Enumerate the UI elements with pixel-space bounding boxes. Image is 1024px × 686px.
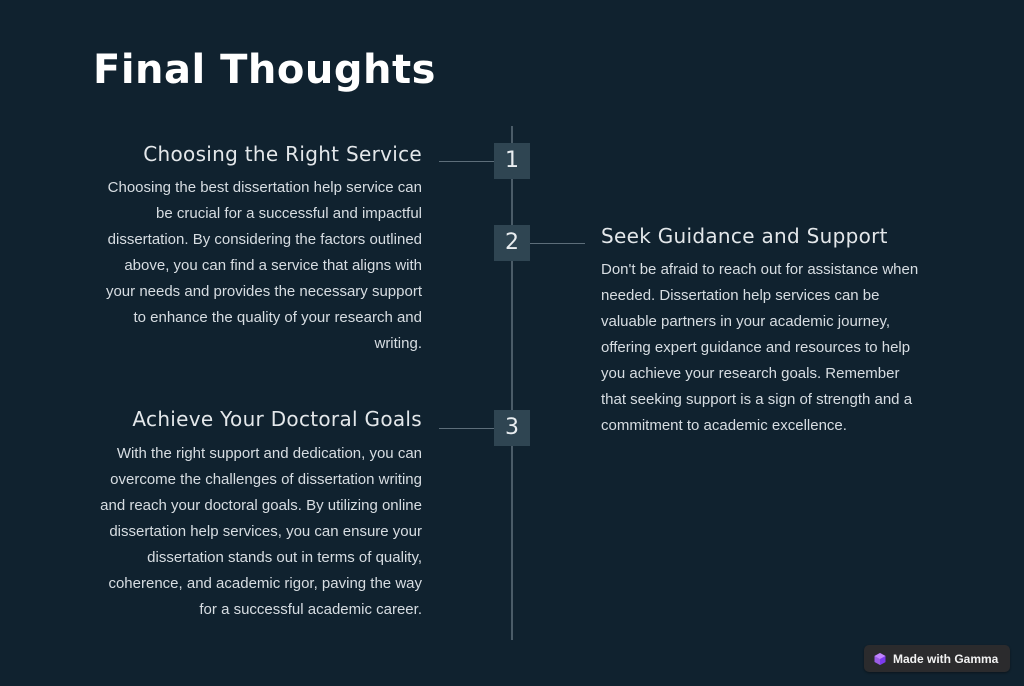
body-line: to enhance the quality of your research and xyxy=(133,309,422,326)
body-line: above, you can find a service that aligns with xyxy=(124,257,422,274)
made-with-gamma-badge[interactable] xyxy=(864,645,1010,672)
body-line: With the right support and dedication, you can xyxy=(116,445,422,462)
item-body xyxy=(601,257,918,439)
item-body xyxy=(100,441,422,623)
item-heading: Choosing the Right Service xyxy=(143,142,422,166)
body-line: dissertation. By considering the factors outlined xyxy=(107,231,422,248)
body-line: Don't be afraid to reach out for assistance when xyxy=(601,261,919,278)
step-marker-1: 1 xyxy=(494,143,530,179)
body-line: valuable partners in your academic journey, xyxy=(601,313,891,330)
slide-title: Final Thoughts xyxy=(93,47,436,93)
body-line: and reach your doctoral goals. By utilizing online xyxy=(100,497,422,514)
step-marker-2: 2 xyxy=(494,225,530,261)
body-line: coherence, and academic rigor, paving the way xyxy=(108,575,422,592)
gamma-logo-icon xyxy=(873,652,887,666)
body-line: commitment to academic excellence. xyxy=(601,417,847,434)
body-line: dissertation help services, you can ensure your xyxy=(109,523,422,540)
body-line: needed. Dissertation help services can be xyxy=(601,287,880,304)
connector-line xyxy=(439,161,495,162)
body-line: Choosing the best dissertation help service can xyxy=(107,179,422,196)
step-marker-3: 3 xyxy=(494,410,530,446)
body-line: dissertation stands out in terms of quality, xyxy=(147,549,422,566)
body-line: overcome the challenges of dissertation writing xyxy=(110,471,422,488)
item-body xyxy=(106,175,422,357)
body-line: you achieve your research goals. Remember xyxy=(601,365,900,382)
body-line: offering expert guidance and resources to help xyxy=(601,339,911,356)
connector-line xyxy=(529,243,585,244)
body-line: for a successful academic career. xyxy=(199,601,422,618)
item-heading: Achieve Your Doctoral Goals xyxy=(132,407,422,431)
body-line: writing. xyxy=(374,335,422,352)
body-line: your needs and provides the necessary support xyxy=(105,283,422,300)
timeline-axis xyxy=(511,126,513,640)
connector-line xyxy=(439,428,495,429)
badge-label: Made with Gamma xyxy=(893,651,999,666)
body-line: that seeking support is a sign of strength and a xyxy=(601,391,913,408)
body-line: be crucial for a successful and impactful xyxy=(156,205,422,222)
item-heading: Seek Guidance and Support xyxy=(601,224,888,248)
